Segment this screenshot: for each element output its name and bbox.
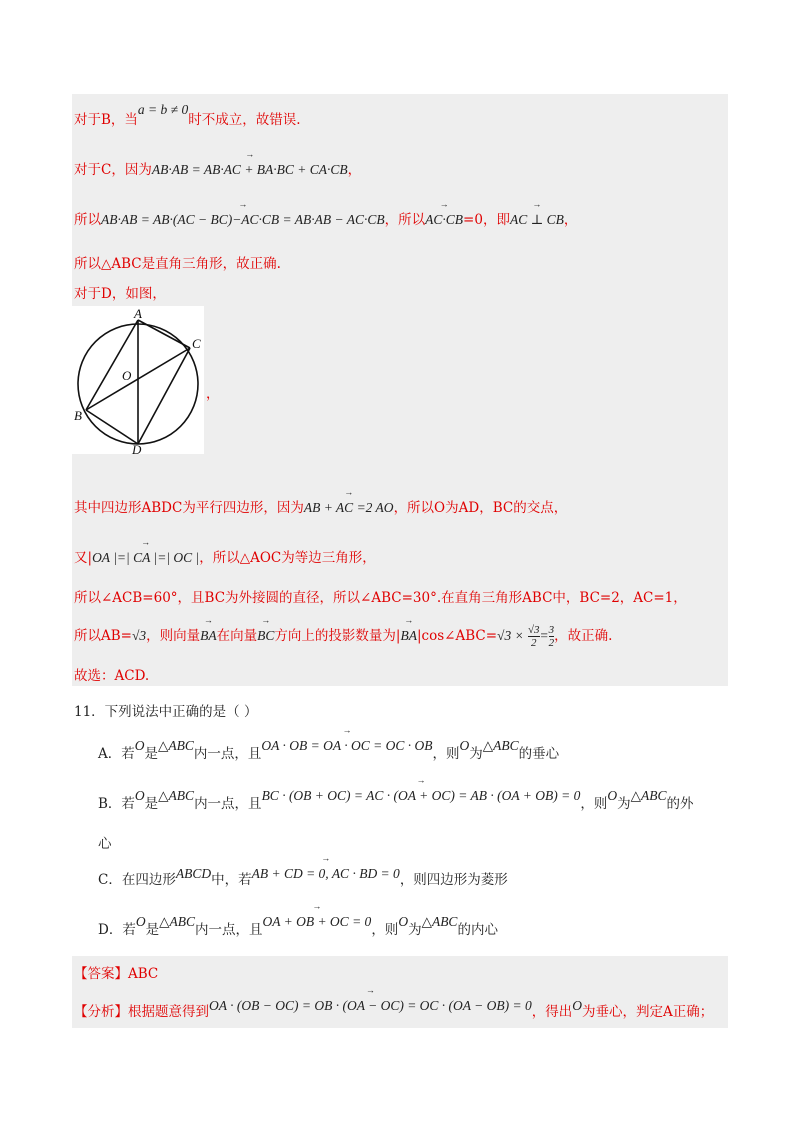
- label-d: D: [132, 442, 142, 454]
- fraction-3-over-2: $\frac{3}{2}$: [548, 624, 555, 649]
- label-c: C: [192, 336, 201, 351]
- c2-expression-2: → AC·CB: [425, 212, 463, 228]
- analysis-d3-line: 又|→ OA |=| CA |=| OC |，所以△AOC为等边三角形，: [74, 546, 376, 566]
- analysis-choice: 故选：ACD.: [74, 668, 150, 684]
- option-d-expression: → OA + OB + OC = 0: [262, 914, 371, 930]
- vector-ba-2: → BA: [400, 628, 417, 644]
- label-o: O: [122, 368, 132, 383]
- analysis-d2-line: 其中四边形ABDC为平行四边形，因为→ AB + AC =2 AO，所以O为AD，BC的交点，: [74, 496, 567, 516]
- label-b: B: [74, 408, 82, 423]
- option-a: A．若O是△ABC内一点，且→ OA · OB = OA · OC = OC · OB，则O为△ABC的垂心: [98, 742, 559, 762]
- b-expression: a = b ≠ 0: [137, 102, 189, 117]
- d2-expression: → AB + AC =2 AO: [304, 500, 394, 516]
- answer-value: ABC: [128, 966, 159, 982]
- fraction-sqrt3-over-2: $\frac{√3}{2}$: [527, 624, 540, 649]
- option-a-expression: → OA · OB = OA · OC = OC · OB: [261, 738, 432, 754]
- c2-expression-1: → AB·AB = AB·(AC − BC)−AC·CB = AB·AB − AC·CB: [101, 212, 385, 228]
- analysis2-expression: → OA · (OB − OC) = OB · (OA − OC) = OC · (OA − OB) = 0: [209, 998, 532, 1014]
- vector-ba: → BA: [200, 628, 217, 644]
- circle-diagram: [72, 306, 204, 454]
- question-11-title: 11．下列说法中正确的是（ ）: [74, 704, 258, 720]
- analysis-c-line: 对于C，因为→ AB·AB = AB·AC + BA·BC + CA·CB，: [74, 158, 361, 178]
- option-b-expression: → BC · (OB + OC) = AC · (OA + OC) = AB · (OA + OB) = 0: [262, 788, 581, 804]
- analysis-d5-line: 所以AB=√3，则向量→ BA在向量→ BC方向上的投影数量为|→ BA|cos∠ABC=√3 × $\frac{√3}{2}$ = $\frac{3}{2}$ ，故正确.: [74, 624, 612, 649]
- c-identity-expression: → AB·AB = AB·AC + BA·BC + CA·CB: [152, 162, 348, 178]
- segment-cd: [138, 348, 190, 444]
- d3-expression: → OA |=| CA |=| OC |: [92, 550, 199, 566]
- option-b: B．若O是△ABC内一点，且→ BC · (OB + OC) = AC · (OA + OC) = AB · (OA + OB) = 0，则O为△ABC的外: [98, 792, 693, 812]
- option-c-expression: → AB + CD = 0, AC · BD = 0: [252, 866, 400, 882]
- analysis-c2-line: 所以→ AB·AB = AB·(AC − BC)−AC·CB = AB·AB − AC·CB，所以→ AC·CB=0，即→ AC ⊥ CB，: [74, 208, 577, 228]
- vector-bc: → BC: [257, 628, 274, 644]
- label-a: A: [134, 306, 142, 321]
- option-c: C．在四边形ABCD中，若→ AB + CD = 0, AC · BD = 0，则四边形为菱形: [98, 868, 508, 888]
- answer-line: [74, 962, 158, 982]
- segment-ab: [86, 320, 138, 410]
- option-d: D．若O是△ABC内一点，且→ OA + OB + OC = 0，则O为△ABC的内心: [98, 918, 498, 938]
- c2-expression-3: → AC ⊥ CB: [510, 212, 564, 228]
- analysis-d-line: 对于D，如图，: [74, 286, 166, 302]
- option-b-continuation: 心: [98, 836, 112, 852]
- analysis2-line: 【分析】根据题意得到→ OA · (OB − OC) = OB · (OA − OC) = OC · (OA − OB) = 0，得出O为垂心，判定A正确；: [74, 1000, 713, 1020]
- segment-ac: [138, 320, 190, 348]
- figure-comma: ，: [206, 386, 220, 402]
- analysis-d4-line: 所以∠ACB=60°，且BC为外接圆的直径，所以∠ABC=30°.在直角三角形ABC中，BC=2，AC=1，: [74, 590, 687, 606]
- answer-tag: 【答案】: [74, 966, 128, 982]
- analysis-c3-line: 所以△ABC是直角三角形，故正确.: [74, 256, 281, 272]
- circle-figure: [72, 306, 204, 454]
- analysis-b-line: 对于B，当a = b ≠ 0时不成立，故错误.: [74, 102, 301, 128]
- analysis2-tag: 【分析】: [74, 1004, 128, 1020]
